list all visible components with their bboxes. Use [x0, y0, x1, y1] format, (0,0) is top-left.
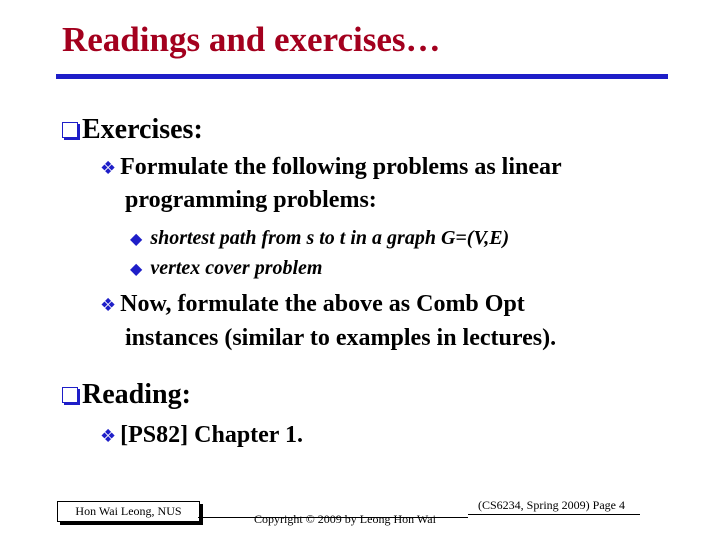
sub-item-shortest-path: ◆ shortest path from s to t in a graph G=(V,E)	[130, 227, 510, 249]
list-item-ps82: ❖ [PS82] Chapter 1.	[100, 422, 304, 448]
section-heading-reading: Reading:	[62, 379, 191, 411]
footer-page-info: (CS6234, Spring 2009) Page 4	[478, 498, 625, 512]
sub-item-vertex-cover: ◆ vertex cover problem	[130, 257, 323, 279]
footer-author-box: Hon Wai Leong, NUS	[57, 501, 200, 522]
filled-diamond-bullet-icon: ◆	[130, 229, 143, 248]
footer-page-underline	[468, 514, 640, 515]
list-item-formulate-line2: programming problems:	[125, 187, 377, 213]
section-heading-exercises: Exercises:	[62, 114, 203, 146]
filled-diamond-bullet-icon: ◆	[130, 259, 143, 278]
square-bullet-icon	[62, 387, 78, 403]
diamond-bullet-icon: ❖	[100, 426, 117, 447]
list-item-now-line1: ❖ Now, formulate the above as Comb Opt	[100, 291, 525, 317]
diamond-bullet-icon: ❖	[100, 295, 117, 316]
square-bullet-icon	[62, 122, 78, 138]
list-item-formulate-line1: ❖ Formulate the following problems as linear	[100, 154, 562, 180]
slide-title: Readings and exercises…	[62, 20, 441, 59]
list-item-now-line2: instances (similar to examples in lectures).	[125, 325, 557, 351]
footer-copyright: Copyright © 2009 by Leong Hon Wai	[254, 512, 436, 526]
title-underline	[56, 74, 668, 79]
diamond-bullet-icon: ❖	[100, 158, 117, 179]
